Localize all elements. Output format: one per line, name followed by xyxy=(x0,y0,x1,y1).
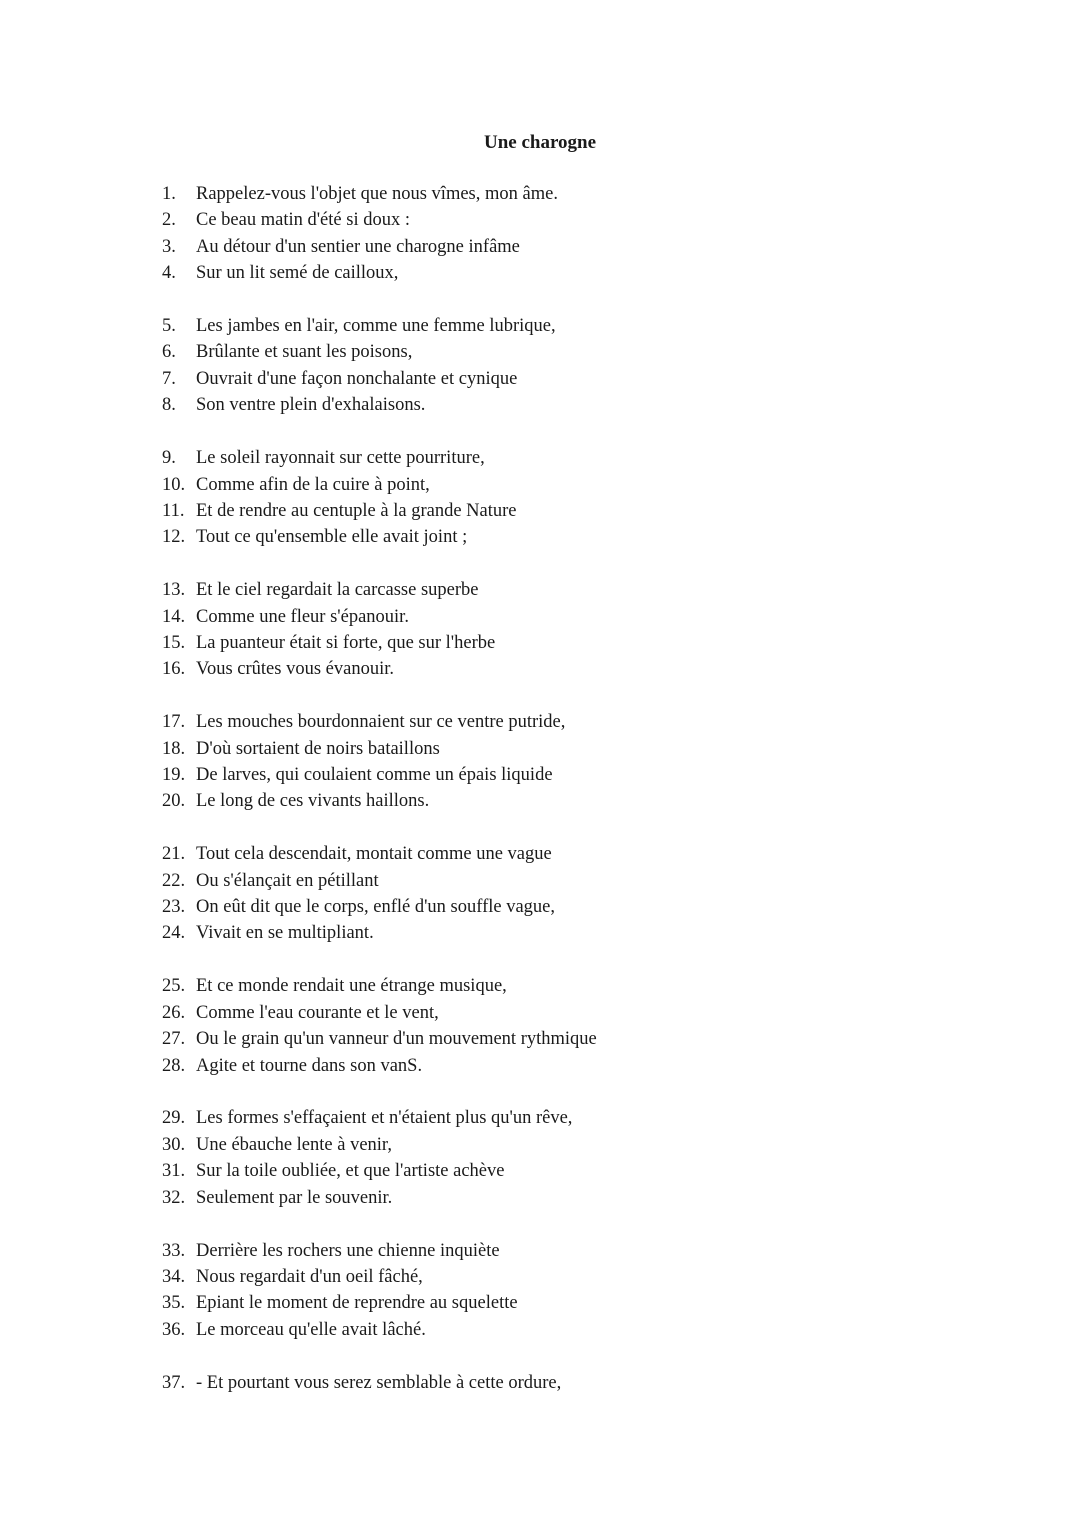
poem-line xyxy=(162,339,922,365)
line-number: 14. xyxy=(162,606,186,627)
poem-line xyxy=(162,1264,922,1290)
line-number: 19. xyxy=(162,765,186,786)
line-text: Brûlante et suant les poisons, xyxy=(196,342,413,363)
line-number: 18. xyxy=(162,738,186,759)
poem-line xyxy=(162,313,922,339)
line-number: 24. xyxy=(162,923,186,944)
poem-line xyxy=(162,1000,922,1026)
poem-line xyxy=(162,445,922,471)
line-number: 9. xyxy=(162,448,176,469)
line-number: 10. xyxy=(162,474,186,495)
poem-line xyxy=(162,788,922,814)
poem-line xyxy=(162,1290,922,1316)
line-text: Et ce monde rendait une étrange musique, xyxy=(196,976,507,997)
line-number: 6. xyxy=(162,342,176,363)
line-text: Et le ciel regardait la carcasse superbe xyxy=(196,580,479,601)
stanza xyxy=(162,1105,922,1211)
line-text: Derrière les rochers une chienne inquiète xyxy=(196,1240,500,1261)
poem-line xyxy=(162,366,922,392)
poem-line xyxy=(162,498,922,524)
line-text: Les mouches bourdonnaient sur ce ventre putride, xyxy=(196,712,566,733)
poem-line xyxy=(162,1238,922,1264)
poem-line xyxy=(162,630,922,656)
line-number: 21. xyxy=(162,844,186,865)
poem-line xyxy=(162,736,922,762)
line-text: Nous regardait d'un oeil fâché, xyxy=(196,1266,423,1287)
poem-line xyxy=(162,656,922,682)
line-text: Le soleil rayonnait sur cette pourriture, xyxy=(196,448,485,469)
line-text: Les formes s'effaçaient et n'étaient plus qu'un rêve, xyxy=(196,1108,573,1129)
line-text: - Et pourtant vous serez semblable à cette ordure, xyxy=(196,1372,562,1393)
line-number: 37. xyxy=(162,1372,186,1393)
line-text: Tout cela descendait, montait comme une vague xyxy=(196,844,552,865)
stanza xyxy=(162,1238,922,1344)
poem-line xyxy=(162,841,922,867)
line-number: 29. xyxy=(162,1108,186,1129)
line-number: 17. xyxy=(162,712,186,733)
stanza xyxy=(162,445,922,551)
poem-title: Une charogne xyxy=(483,132,597,153)
line-number: 2. xyxy=(162,210,176,231)
poem-line xyxy=(162,920,922,946)
line-number: 34. xyxy=(162,1266,186,1287)
line-number: 25. xyxy=(162,976,186,997)
line-number: 33. xyxy=(162,1240,186,1261)
line-number: 4. xyxy=(162,263,176,284)
poem-line xyxy=(162,1053,922,1079)
stanza xyxy=(162,841,922,947)
line-number: 28. xyxy=(162,1055,186,1076)
line-text: Vivait en se multipliant. xyxy=(196,923,374,944)
line-text: Comme une fleur s'épanouir. xyxy=(196,606,409,627)
poem-line xyxy=(162,234,922,260)
poem-line xyxy=(162,181,922,207)
line-text: D'où sortaient de noirs bataillons xyxy=(196,738,440,759)
poem-line xyxy=(162,524,922,550)
line-number: 20. xyxy=(162,791,186,812)
poem-line xyxy=(162,1185,922,1211)
line-text: Et de rendre au centuple à la grande Nature xyxy=(196,500,517,521)
line-number: 32. xyxy=(162,1187,186,1208)
poem-line xyxy=(162,1317,922,1343)
poem-line xyxy=(162,1105,922,1131)
line-text: Tout ce qu'ensemble elle avait joint ; xyxy=(196,527,468,548)
poem-line xyxy=(162,894,922,920)
poem-body xyxy=(162,181,922,1422)
stanza xyxy=(162,1370,922,1396)
poem-line xyxy=(162,260,922,286)
line-number: 23. xyxy=(162,897,186,918)
line-number: 26. xyxy=(162,1002,186,1023)
poem-line xyxy=(162,472,922,498)
line-number: 3. xyxy=(162,236,176,257)
poem-line xyxy=(162,762,922,788)
line-text: Le long de ces vivants haillons. xyxy=(196,791,430,812)
line-number: 7. xyxy=(162,368,176,389)
line-text: Rappelez-vous l'objet que nous vîmes, mon âme. xyxy=(196,184,558,204)
line-number: 1. xyxy=(162,184,176,204)
stanza xyxy=(162,709,922,815)
line-text: On eût dit que le corps, enflé d'un souffle vague, xyxy=(196,897,556,918)
line-text: Comme afin de la cuire à point, xyxy=(196,474,430,495)
line-text: Les jambes en l'air, comme une femme lubrique, xyxy=(196,316,556,337)
stanza xyxy=(162,973,922,1079)
line-number: 36. xyxy=(162,1319,186,1340)
line-text: Seulement par le souvenir. xyxy=(196,1187,393,1208)
line-text: Ouvrait d'une façon nonchalante et cynique xyxy=(196,368,518,389)
poem-line xyxy=(162,1158,922,1184)
line-number: 13. xyxy=(162,580,186,601)
line-text: Agite et tourne dans son vanS. xyxy=(196,1055,423,1076)
line-text: Au détour d'un sentier une charogne infâme xyxy=(196,236,520,257)
line-number: 31. xyxy=(162,1161,186,1182)
stanza xyxy=(162,313,922,419)
line-text: Vous crûtes vous évanouir. xyxy=(196,659,394,680)
line-text: Ou le grain qu'un vanneur d'un mouvement rythmique xyxy=(196,1029,597,1050)
poem-line xyxy=(162,604,922,630)
line-number: 27. xyxy=(162,1029,186,1050)
line-number: 30. xyxy=(162,1134,186,1155)
poem-line xyxy=(162,1026,922,1052)
line-text: De larves, qui coulaient comme un épais liquide xyxy=(196,765,553,786)
line-text: Le morceau qu'elle avait lâché. xyxy=(196,1319,426,1340)
line-number: 22. xyxy=(162,870,186,891)
line-number: 5. xyxy=(162,316,176,337)
line-number: 8. xyxy=(162,395,176,416)
poem-line xyxy=(162,973,922,999)
line-text: Sur la toile oubliée, et que l'artiste achève xyxy=(196,1161,505,1182)
stanza xyxy=(162,181,922,287)
line-text: Comme l'eau courante et le vent, xyxy=(196,1002,439,1023)
poem-line xyxy=(162,392,922,418)
line-number: 16. xyxy=(162,659,186,680)
stanza xyxy=(162,577,922,683)
line-text: Ou s'élançait en pétillant xyxy=(196,870,379,891)
line-text: Une ébauche lente à venir, xyxy=(196,1134,392,1155)
line-text: Son ventre plein d'exhalaisons. xyxy=(196,395,426,416)
line-text: Epiant le moment de reprendre au squelette xyxy=(196,1293,518,1314)
line-number: 12. xyxy=(162,527,186,548)
line-text: La puanteur était si forte, que sur l'herbe xyxy=(196,632,496,653)
line-text: Ce beau matin d'été si doux : xyxy=(196,210,410,231)
poem-line xyxy=(162,868,922,894)
poem-line xyxy=(162,709,922,735)
poem-line xyxy=(162,1370,922,1396)
poem-line xyxy=(162,207,922,233)
line-number: 15. xyxy=(162,632,186,653)
line-text: Sur un lit semé de cailloux, xyxy=(196,263,399,284)
poem-line xyxy=(162,577,922,603)
line-number: 11. xyxy=(162,500,185,521)
line-number: 35. xyxy=(162,1293,186,1314)
poem-line xyxy=(162,1132,922,1158)
